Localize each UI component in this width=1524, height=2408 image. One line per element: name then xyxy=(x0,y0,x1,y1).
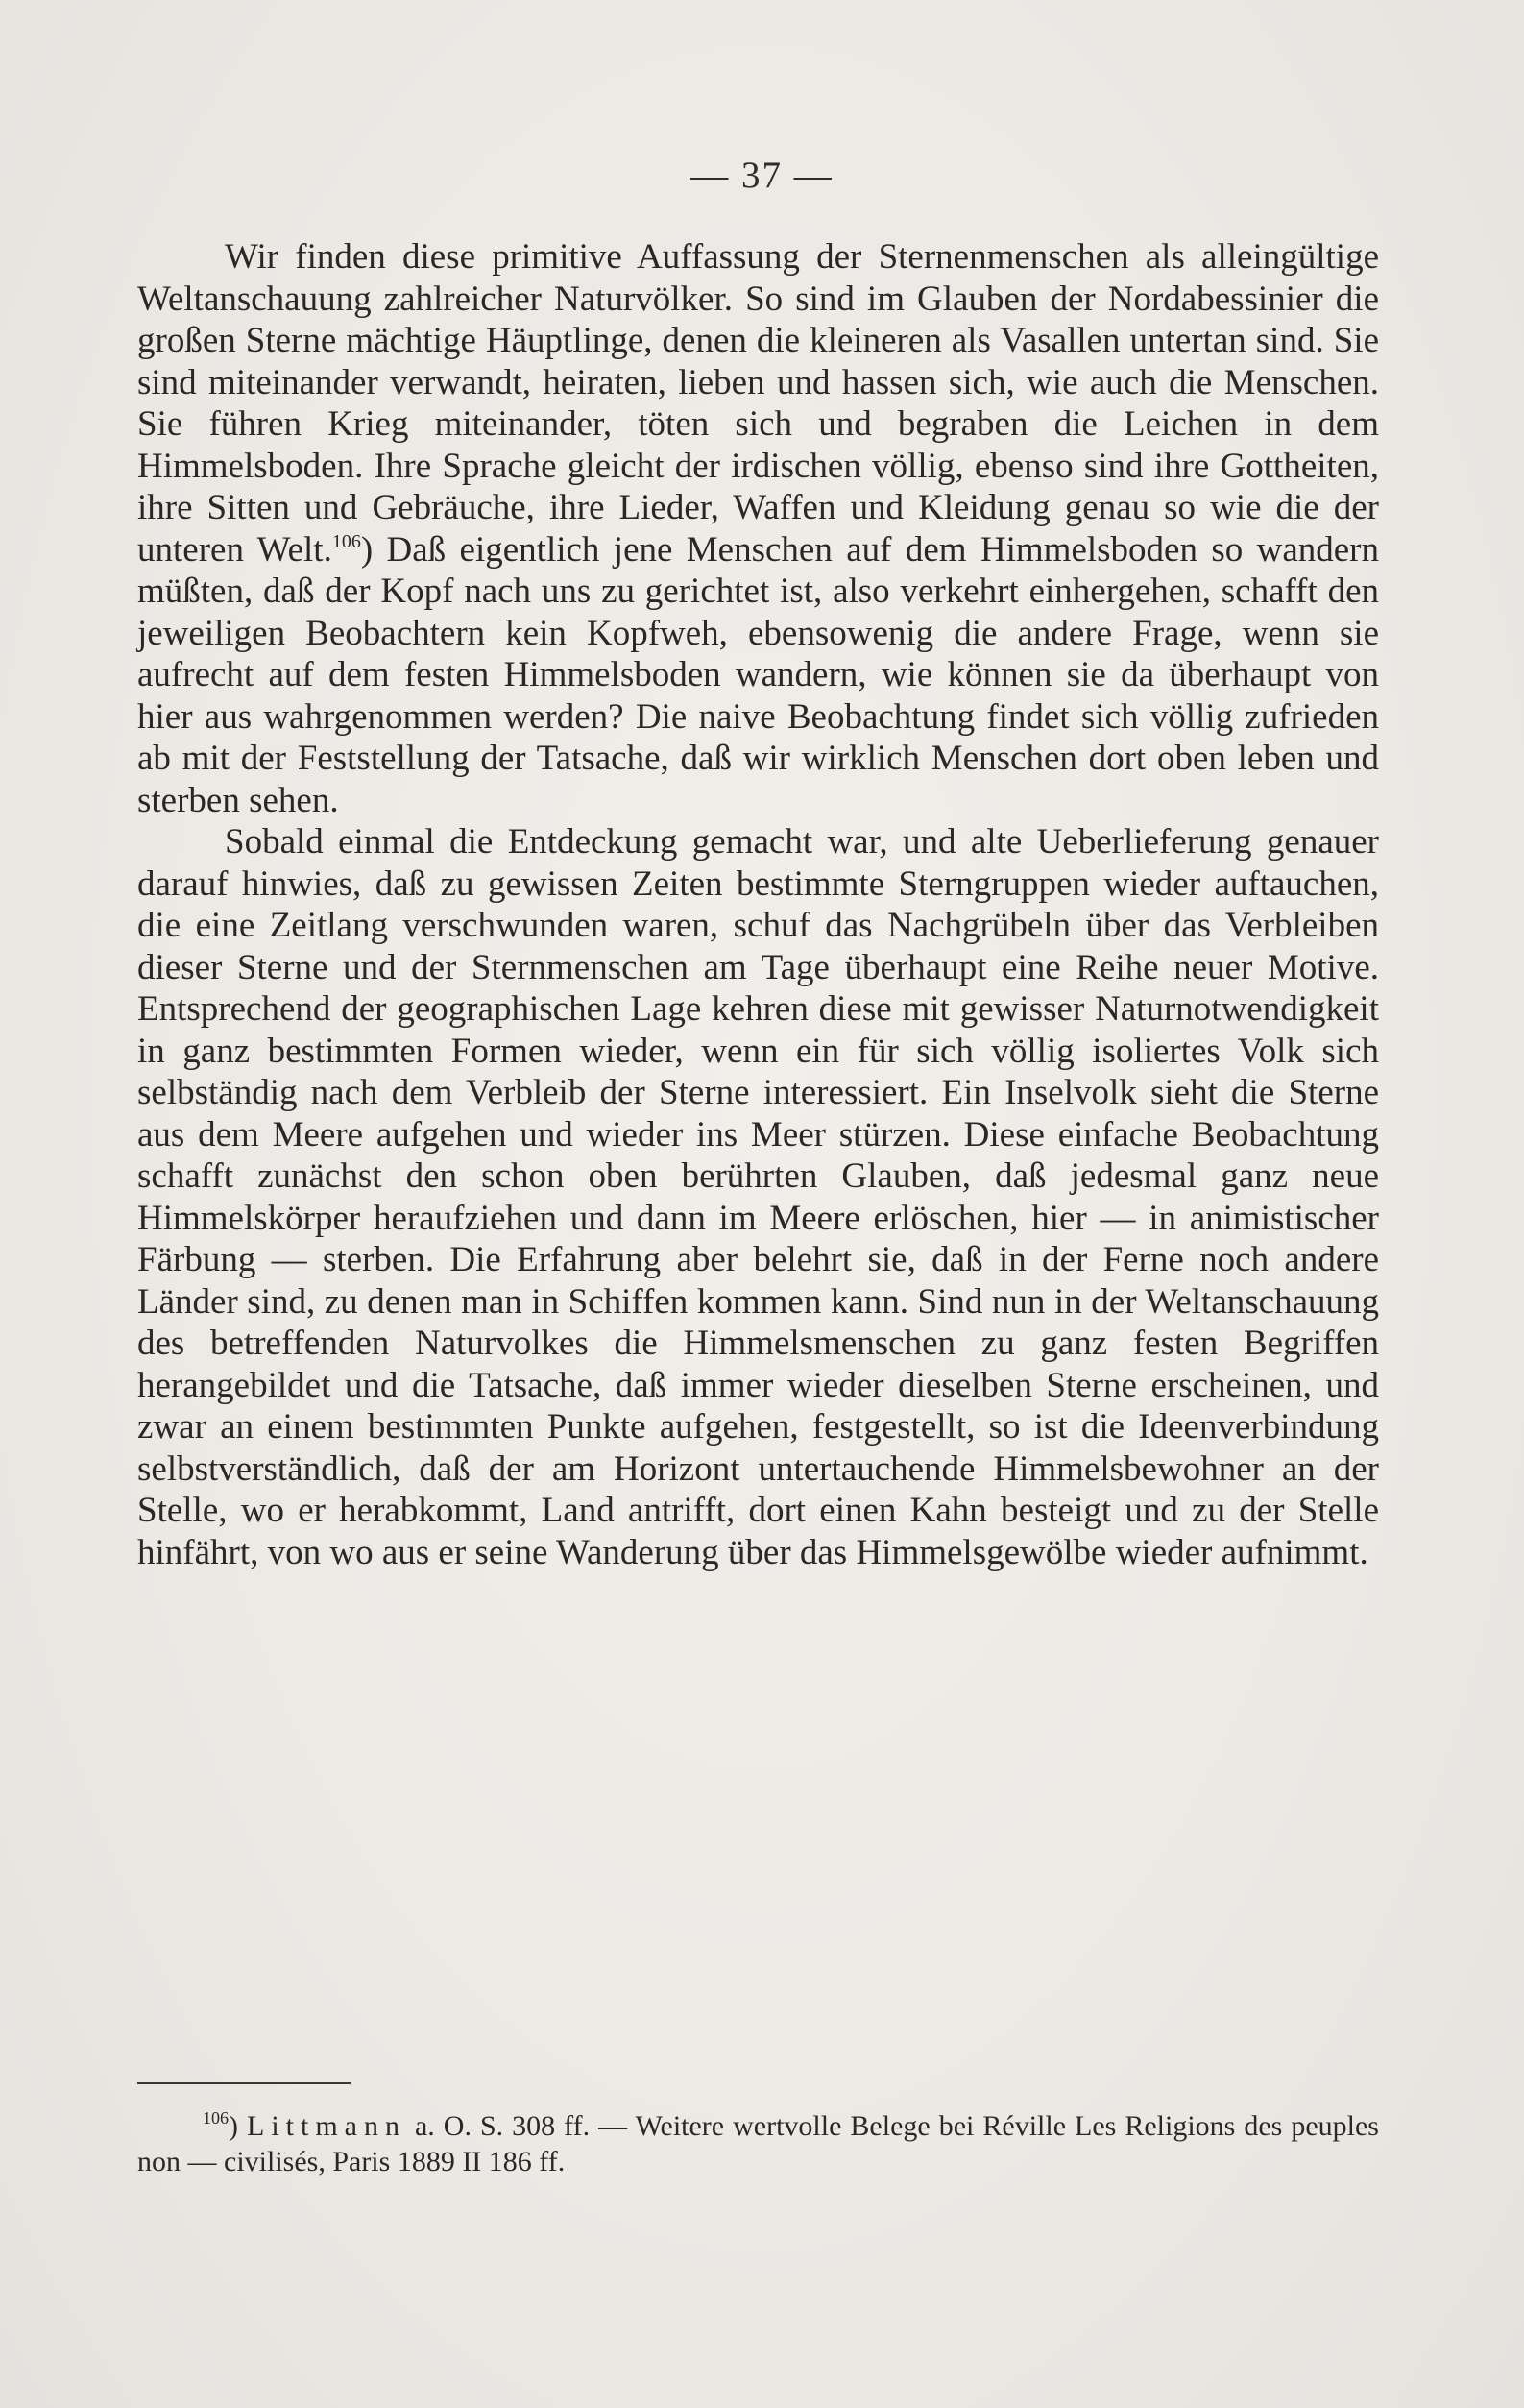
footnote xyxy=(137,2108,1379,2179)
footnote-author: Littmann xyxy=(247,2110,406,2142)
footnote-reference[interactable]: 106 xyxy=(331,530,361,552)
paragraph-1 xyxy=(137,236,1379,821)
footnote-divider xyxy=(137,2082,351,2084)
footnote-text: a. O. S. 308 ff. — Weitere wertvolle Belege bei Réville Les Religions des peuples non — civilisés, Paris 1889 II 186 ff. xyxy=(137,2110,1379,2177)
main-text xyxy=(137,236,1379,1573)
footnote-paragraph xyxy=(137,2108,1379,2179)
paragraph-1-text-a: Wir finden diese primitive Auffassung der Sternenmenschen als alleingültige Weltanschauung zahlreicher Naturvölker. So sind im Glauben der Nordabessinier die großen Sterne mächtige Häuptlinge, denen die kleineren als Vasallen untertan sind. Sie sind miteinander verwandt, heiraten, lieben und hassen sich, wie auch die Menschen. Sie führen Krieg miteinander, töten sich und begraben die Leichen in dem Himmelsboden. Ihre Sprache gleicht der irdischen völlig, ebenso sind ihre Gottheiten, ihre Sitten und Gebräuche, ihre Lieder, Waffen und Kleidung genau so wie die der unteren Welt. xyxy=(137,237,1379,570)
footnote-marker-close: ) xyxy=(229,2110,247,2142)
paragraph-2: Sobald einmal die Entdeckung gemacht war, und alte Ueberlieferung genauer darauf hinwies, daß zu gewissen Zeiten bestimmte Sterngruppen wieder auftauchen, die eine Zeitlang verschwunden waren, schuf das Nachgrübeln über das Verbleiben dieser Sterne und der Sternmenschen am Tage überhaupt eine Reihe neuer Motive. Entsprechend der geographischen Lage kehren diese mit gewisser Naturnotwendigkeit in ganz bestimmten Formen wieder, wenn ein für sich völlig isoliertes Volk sich selbständig nach dem Verbleib der Sterne interessiert. Ein Inselvolk sieht die Sterne aus dem Meere aufgehen und wieder ins Meer stürzen. Diese einfache Beobachtung schafft zunächst den schon oben berührten Glauben, daß jedesmal ganz neue Himmelskörper heraufziehen und dann im Meere erlöschen, hier — in animistischer Färbung — sterben. Die Erfahrung aber belehrt sie, daß in der Ferne noch andere Länder sind, zu denen man in Schiffen kommen kann. Sind nun in der Weltanschauung des betreffenden Naturvolkes die Himmelsmenschen zu ganz festen Begriffen herangebildet und die Tatsache, daß immer wieder dieselben Sterne erscheinen, und zwar an einem bestimmten Punkte aufgehen, festgestellt, so ist die Ideenverbindung selbstverständlich, daß der am Horizont untertauchende Himmelsbewohner an der Stelle, wo er herabkommt, Land antrifft, dort einen Kahn besteigt und zu der Stelle hinfährt, von wo aus er seine Wanderung über das Himmelsgewölbe wieder aufnimmt. xyxy=(137,822,1379,1572)
footnote-marker: 106 xyxy=(203,2108,229,2128)
paragraph-1-text-b: ) Daß eigentlich jene Menschen auf dem Himmelsboden so wandern müßten, daß der Kopf nach uns zu gerichtet ist, also verkehrt einhergehen, schafft den jeweiligen Beobachtern kein Kopfweh, ebensowenig die andere Frage, wenn sie aufrecht auf dem festen Himmelsboden wandern, wie können sie da überhaupt von hier aus wahrgenommen werden? Die naive Beobachtung findet sich völlig zufrieden ab mit der Feststellung der Tatsache, daß wir wirklich Menschen dort oben leben und sterben sehen. xyxy=(137,529,1380,820)
page-number: — 37 — xyxy=(690,155,834,196)
